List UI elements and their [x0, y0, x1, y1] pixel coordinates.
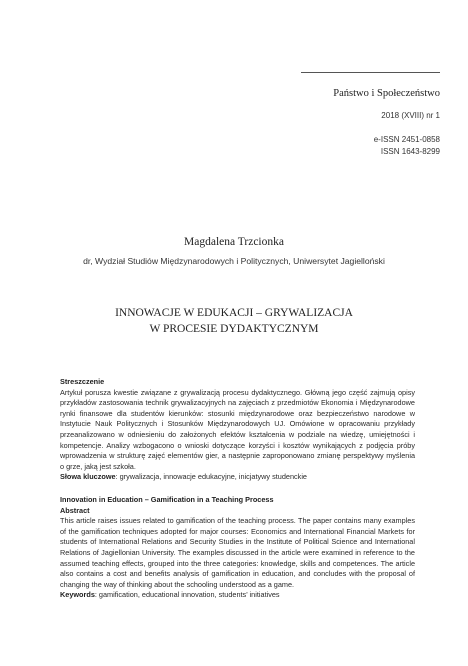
author-name: Magdalena Trzcionka: [184, 236, 284, 248]
issn-block: [374, 134, 440, 158]
author-affiliation: dr, Wydział Studiów Międzynarodowych i Politycznych, Uniwersytet Jagielloński: [83, 256, 385, 266]
abstract-pl: [60, 377, 415, 483]
abstract-en-text: This article raises issues related to gamification of the teaching process. The paper contains many examples of the gamification techniques adopted for major courses: Economics and International Financial Markets for students of International Relations and Security Studies in the Institute of Political Science and International Relations of Jagiellonian University. The examples discussed in the article were examined in reference to the assumed teaching effects, grouped into the three categories: knowledge, skills and competences. The article also contains a cost and benefits analysis of gamification in education, and concludes with the proposal of changing the way of thinking about the schooling understood as a game.: [60, 516, 415, 589]
eissn: e-ISSN 2451-0858: [373, 135, 440, 144]
keywords-pl-label: Słowa kluczowe: [60, 472, 116, 482]
keywords-en: [60, 590, 415, 601]
issn: ISSN 1643-8299: [380, 147, 440, 156]
english-title: Innovation in Education – Gamification in a Teaching Process: [60, 495, 274, 504]
journal-issue: 2018 (XVIII) nr 1: [381, 111, 440, 120]
keywords-pl-values: : grywalizacja, innowacje edukacyjne, inicjatywy studenckie: [115, 472, 307, 482]
abstract-en: [60, 495, 415, 601]
abstract-en-heading: Abstract: [60, 505, 90, 515]
journal-name: Państwo i Społeczeństwo: [333, 88, 440, 99]
keywords-en-label: Keywords: [60, 590, 95, 600]
keywords-en-values: : gamification, educational innovation, students’ initiatives: [94, 590, 280, 600]
article-title-line-2: W PROCESIE DYDAKTYCZNYM: [149, 323, 319, 335]
article-title: [60, 305, 408, 337]
header-rule: [301, 72, 440, 73]
article-title-line-1: INNOWACJE W EDUKACJI – GRYWALIZACJA: [115, 307, 353, 319]
abstract-pl-heading: Streszczenie: [60, 377, 105, 386]
abstract-pl-text: Artykuł porusza kwestie związane z grywalizacją procesu dydaktycznego. Główną jego część zajmują opisy przykładów zastosowania technik grywalizacyjnych na zajęciach z przedmiotów Ekonomia i Międzynarodowe rynki finansowe dla studentów kierunków: stosunki międzynarodowe oraz bezpieczeństwo narodowe w Instytucie Nauk Politycznych i Stosunków Międzynarodowych UJ. Omówione w opracowaniu przykłady przeanalizowano w odniesieniu do założonych efektów kształcenia w podziale na wiedzę, umiejętności i kompetencje. Analizy wzbogacono o wnioski dotyczące korzyści i kosztów wynikających z podjęcia próby wprowadzenia w strukturę zajęć elementów gier, a następnie zaproponowano zmianę perspektywy myślenia o grze, jaką jest szkoła.: [60, 387, 415, 471]
keywords-pl: [60, 472, 415, 483]
